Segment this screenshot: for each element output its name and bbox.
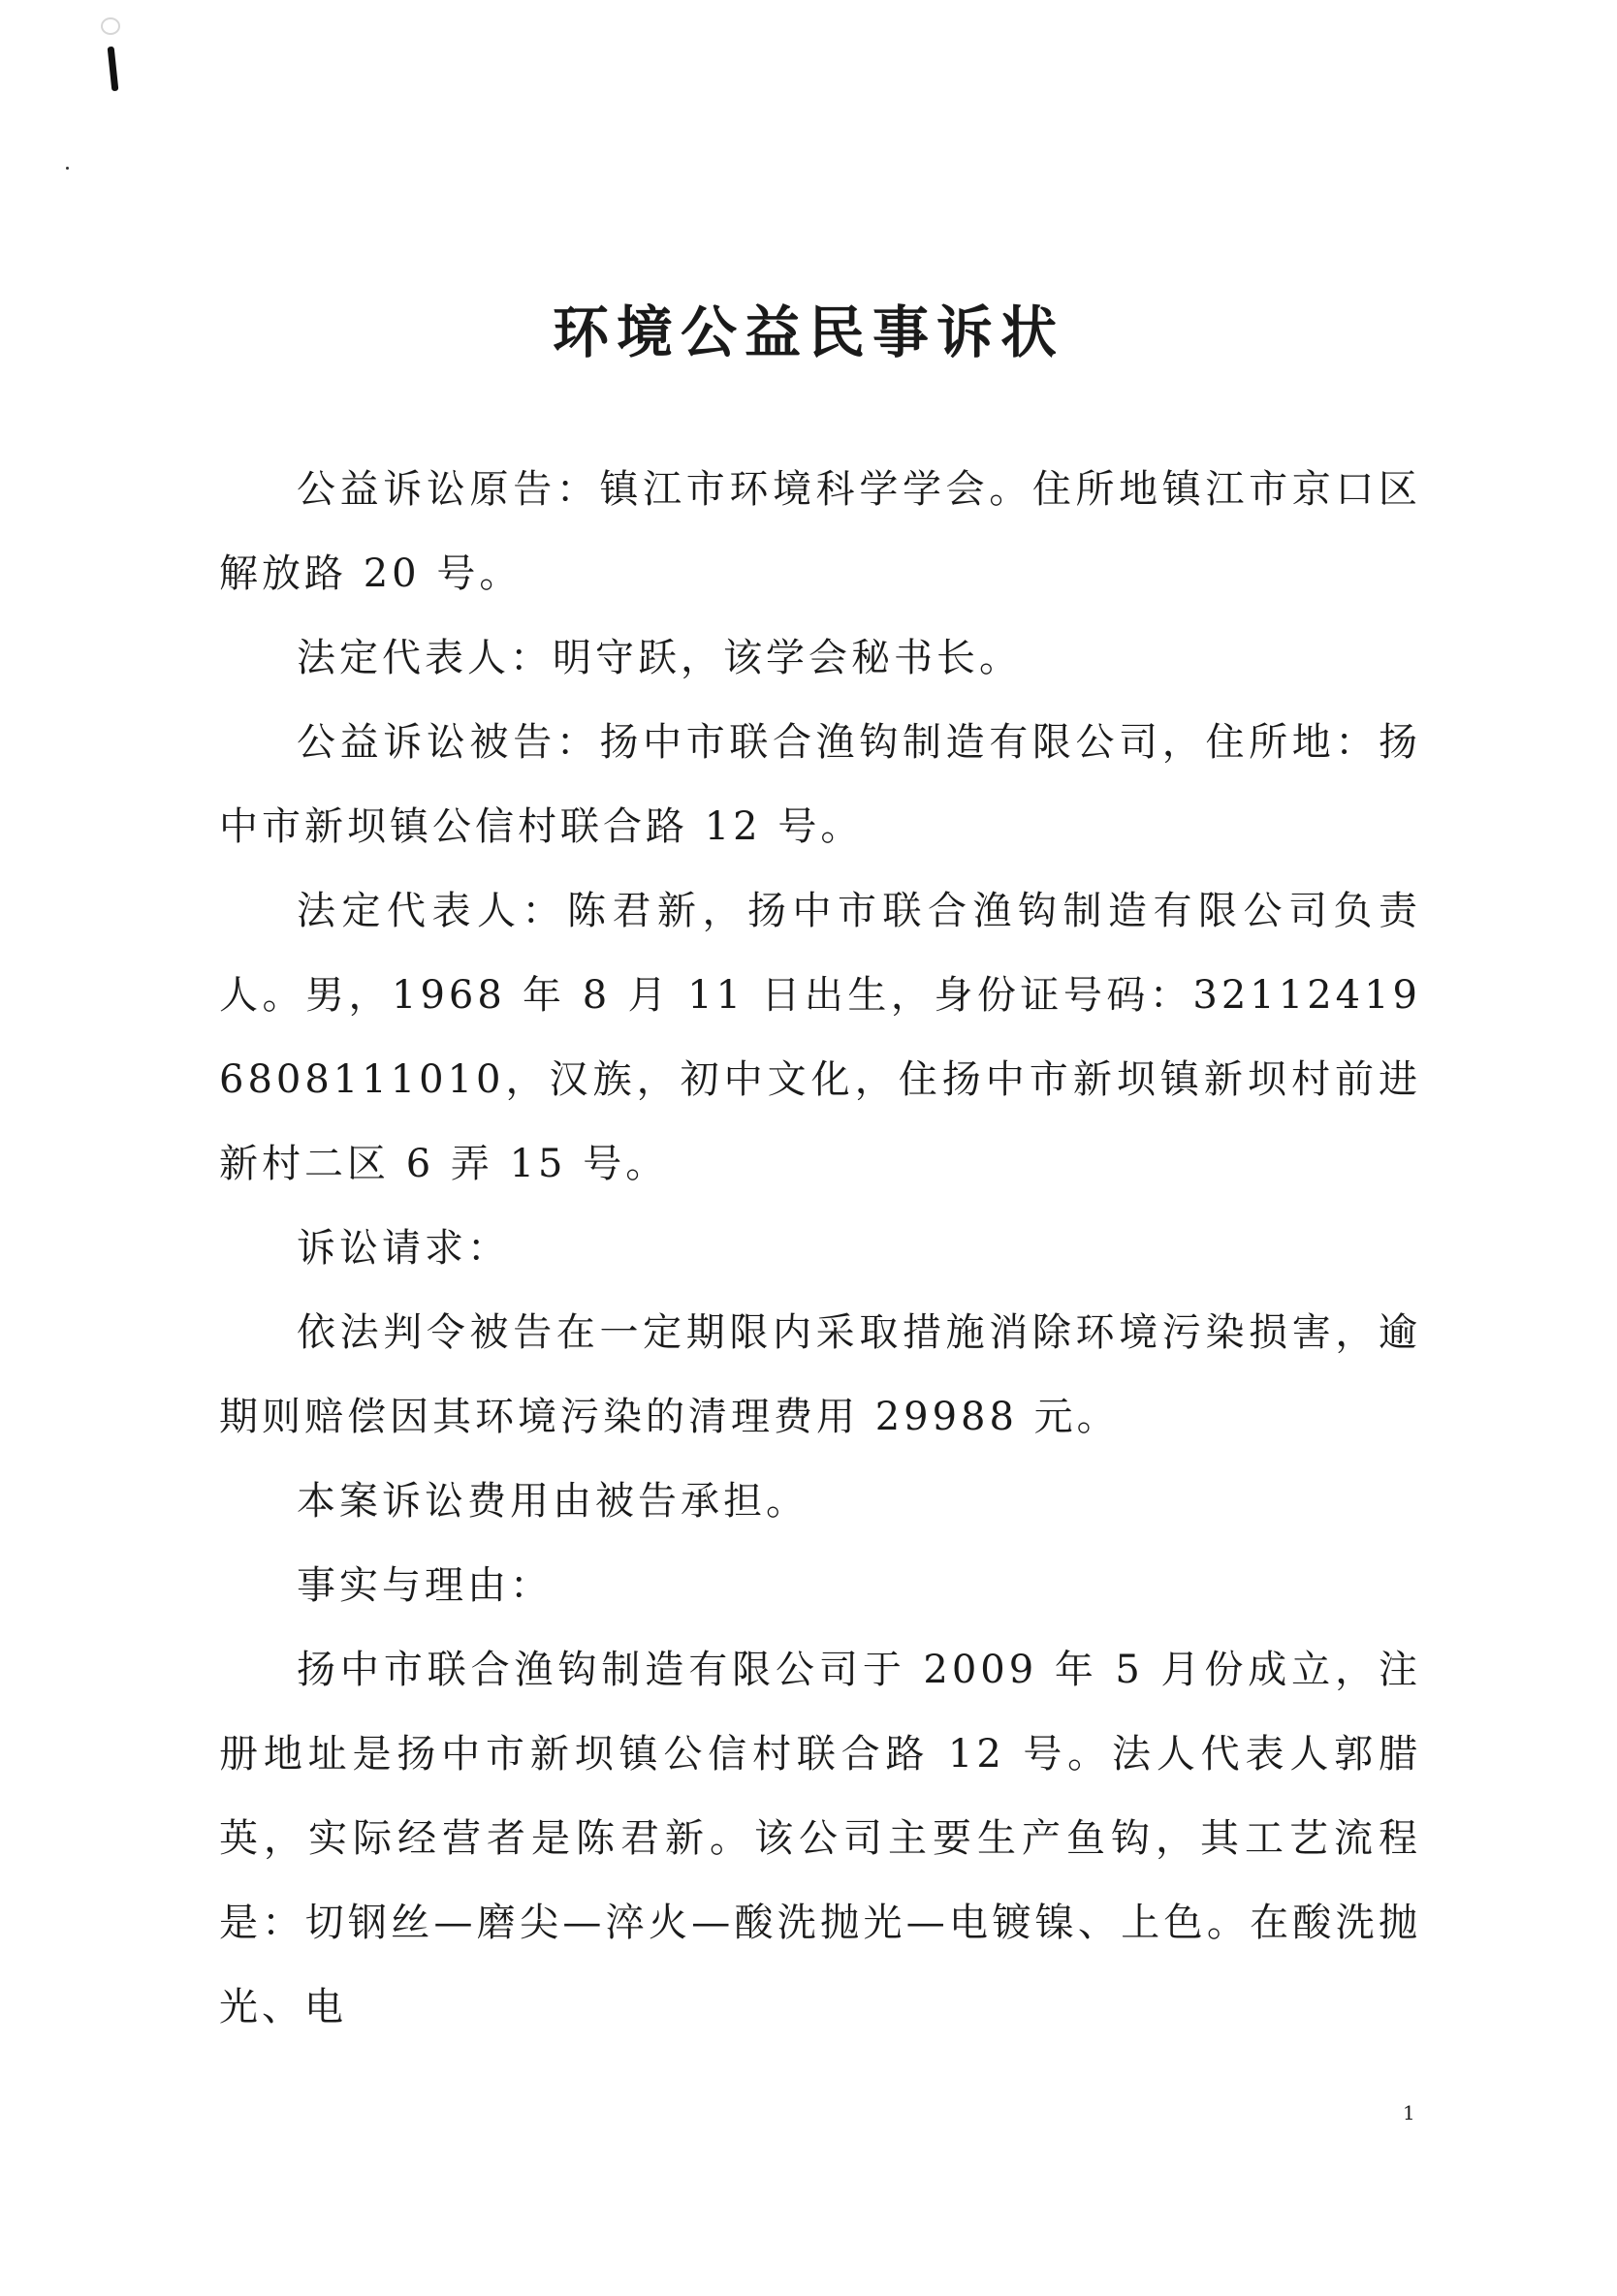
section-heading-claims: 诉讼请求： [297, 1226, 510, 1271]
scan-mark [66, 167, 69, 170]
paragraph-claim-2: 本案诉讼费用由被告承担。 [297, 1479, 808, 1524]
document-title: 环境公益民事诉状 [552, 299, 1064, 365]
document-body [219, 448, 1421, 2050]
paragraph-plaintiff: 公益诉讼原告：镇江市环境科学学会。住所地镇江市京口区解放路 20 号。 [219, 467, 1421, 596]
paragraph-defendant: 公益诉讼被告：扬中市联合渔钩制造有限公司，住所地：扬中市新坝镇公信村联合路 12 号。 [219, 720, 1421, 849]
scan-mark [108, 47, 119, 91]
paragraph-defendant-representative: 法定代表人：陈君新，扬中市联合渔钩制造有限公司负责人。男，1968 年 8 月 11 日出生，身份证号码：321124196808111010，汉族，初中文化，住扬中市新坝镇新坝村前进新村二区 6 弄 15 号。 [219, 889, 1421, 1186]
page-number: 1 [1403, 2101, 1415, 2124]
paragraph-claim-1: 依法判令被告在一定期限内采取措施消除环境污染损害，逾期则赔偿因其环境污染的清理费用 29988 元。 [219, 1310, 1421, 1439]
paragraph-facts: 扬中市联合渔钩制造有限公司于 2009 年 5 月份成立，注册地址是扬中市新坝镇公信村联合路 12 号。法人代表人郭腊英，实际经营者是陈君新。该公司主要生产鱼钩，其工艺流程是：切钢丝—磨尖—淬火—酸洗抛光—电镀镍、上色。在酸洗抛光、电 [219, 1648, 1421, 2029]
section-heading-facts: 事实与理由： [297, 1563, 553, 1608]
scan-mark [101, 17, 120, 35]
paragraph-plaintiff-representative: 法定代表人：明守跃，该学会秘书长。 [297, 636, 1022, 680]
